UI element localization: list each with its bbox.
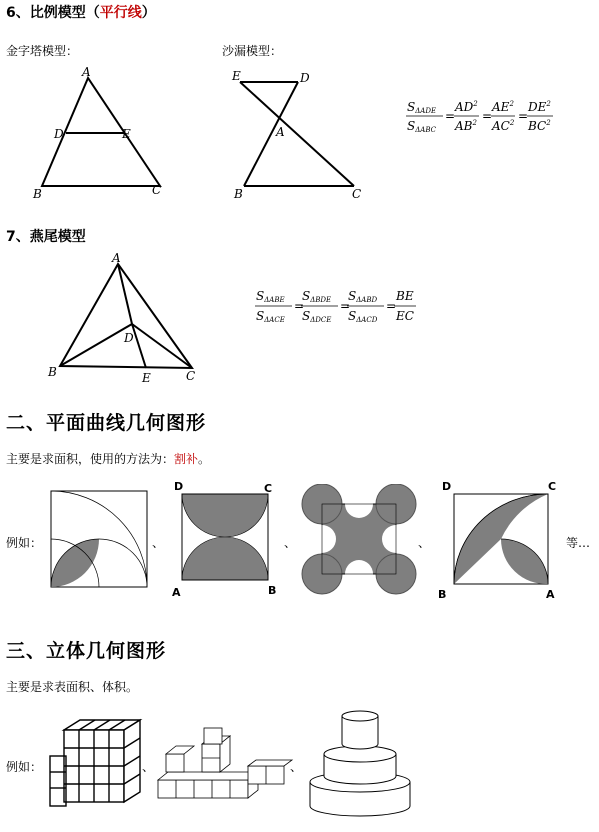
svg-text:=: = [340, 299, 351, 313]
svg-text:SΔDCE: SΔDCE [302, 309, 332, 324]
section7-title: 7、燕尾模型 [6, 229, 86, 245]
formula-section6 [405, 96, 585, 138]
svg-text:BC2: $BC^2$ [528, 119, 551, 133]
svg-text:EC: EC [396, 309, 414, 323]
hourglass-label: 沙漏模型： [222, 44, 283, 58]
separator: 、 [418, 536, 431, 550]
pyramid-diagram [28, 62, 178, 202]
pyramid-label: 金字塔模型： [6, 44, 79, 58]
sq2-label-b: B [268, 584, 277, 597]
svg-text:SΔABC: SΔABC [407, 119, 436, 134]
svg-text:BE: BE [396, 289, 414, 303]
separator: 、 [152, 536, 165, 550]
svg-text:=: = [294, 299, 305, 313]
svg-text:=: = [386, 299, 397, 313]
curve-figure-4 [436, 480, 560, 602]
solid-figure-3 [306, 706, 414, 818]
pyramid-label-b: B [33, 187, 42, 201]
sq2-label-d: D [174, 480, 184, 493]
sq4-label-d: D [442, 480, 452, 493]
sq4-label-b: B [438, 588, 447, 601]
svg-text:SΔABD: SΔABD [348, 289, 378, 304]
part3-example-label: 例如： [6, 760, 43, 774]
etc-label: 等… [566, 536, 591, 550]
sq2-label-a: A [172, 586, 181, 599]
hourglass-label-d: D [300, 71, 310, 85]
swallow-label-e: E [142, 371, 151, 385]
sq4-label-a: A [546, 588, 555, 601]
curve-figure-1 [50, 490, 150, 590]
svg-text:=: = [445, 109, 456, 123]
swallow-label-a: A [112, 252, 121, 265]
svg-text:SΔACE: SΔACE [256, 309, 285, 324]
sq2-label-c: C [264, 482, 273, 495]
solid-figure-1 [46, 716, 146, 812]
swallow-label-c: C [186, 369, 196, 383]
svg-text:SΔABE: SΔABE [256, 289, 285, 304]
solid-figure-2 [156, 726, 296, 802]
svg-text:AE2: $AE^2$ [492, 100, 514, 114]
pyramid-label-c: C [152, 183, 162, 197]
formula-section7 [254, 286, 424, 328]
svg-text:SΔACD: SΔACD [348, 309, 378, 324]
separator: 、 [290, 760, 303, 774]
svg-text:AD2: $AD^2$ [455, 100, 478, 114]
swallow-label-d: D [124, 331, 134, 345]
separator: 、 [142, 760, 155, 774]
part2-description: 主要是求面积，使用的方法为：割补。 [6, 452, 211, 466]
svg-text:AC2: $AC^2$ [492, 119, 515, 133]
svg-text:=: = [482, 109, 493, 123]
svg-text:SΔBDE: SΔBDE [302, 289, 332, 304]
hourglass-label-b: B [234, 187, 243, 201]
part2-example-label: 例如： [6, 536, 43, 550]
svg-text:=: = [518, 109, 529, 123]
curve-figure-3 [300, 484, 418, 596]
part3-description: 主要是求表面积、体积。 [6, 680, 139, 694]
svg-text:DE2: $DE^2$ [528, 100, 551, 114]
curve-figure-2 [170, 480, 282, 600]
pyramid-label-d: D [54, 127, 64, 141]
separator: 、 [284, 536, 297, 550]
hourglass-label-a: A [276, 125, 285, 139]
swallowtail-diagram [44, 252, 209, 387]
svg-text:SΔADE: SΔADE [407, 100, 437, 115]
sq4-label-c: C [548, 480, 557, 493]
swallow-label-b: B [48, 365, 57, 379]
section6-title: 6、比例模型（平行线） [6, 5, 156, 21]
hourglass-diagram [228, 66, 378, 204]
part2-heading: 二、平面曲线几何图形 [6, 412, 207, 434]
part3-heading: 三、立体几何图形 [6, 640, 167, 662]
hourglass-label-e: E [232, 69, 241, 83]
svg-text:AB2: $AB^2$ [455, 119, 477, 133]
pyramid-label-a: A [82, 65, 91, 79]
hourglass-label-c: C [352, 187, 362, 201]
pyramid-label-e: E [122, 127, 131, 141]
